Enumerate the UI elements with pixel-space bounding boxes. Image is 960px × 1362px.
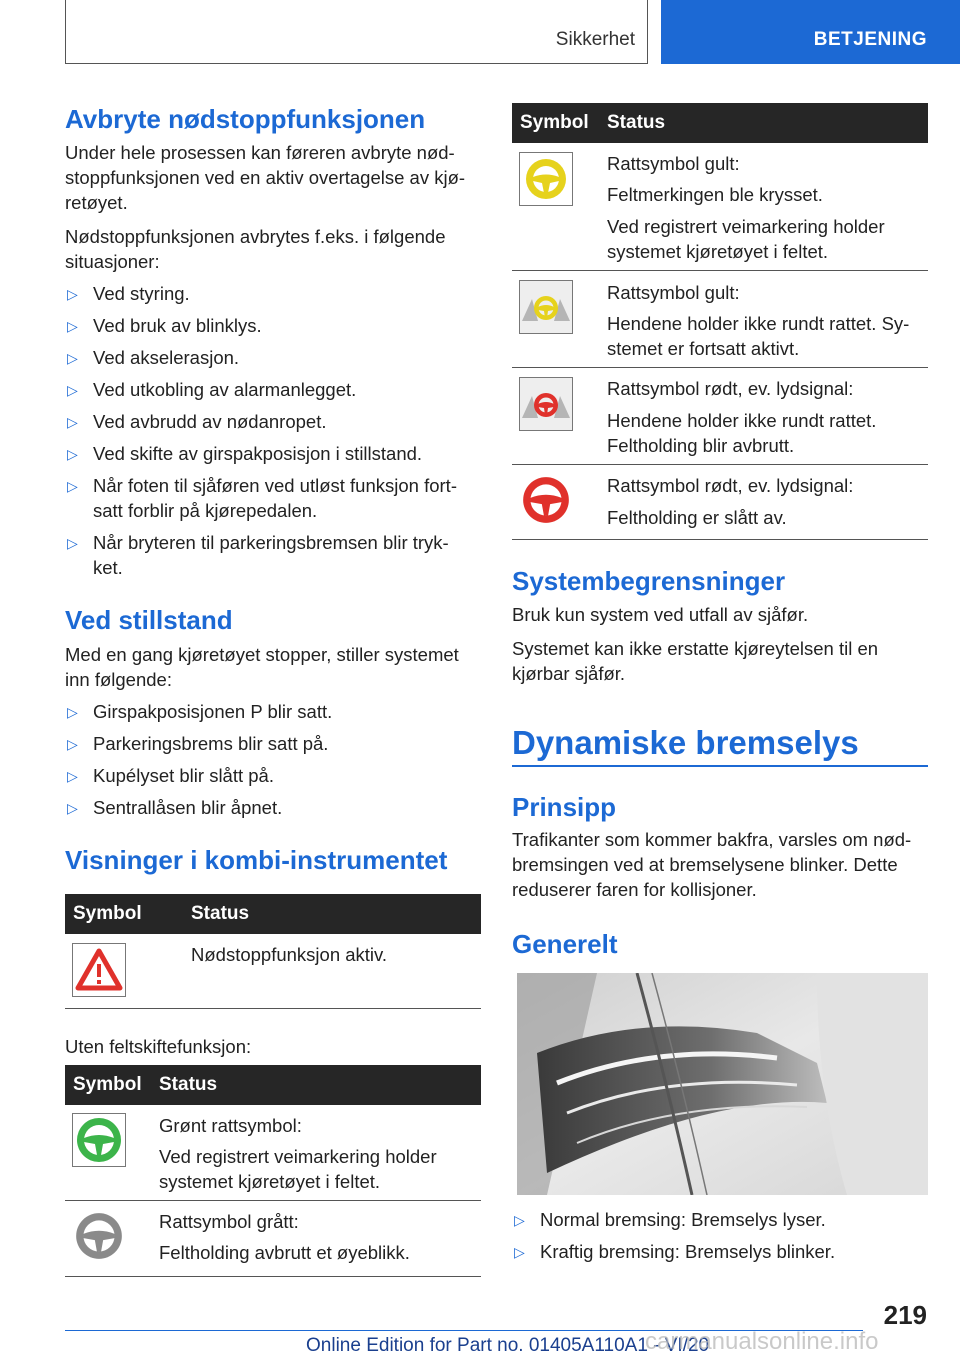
steering-wheel-yellow-hands-icon [519, 280, 573, 334]
section-title-general: Generelt [512, 929, 618, 959]
steering-wheel-red-icon [519, 473, 573, 527]
table-cell: Hendene holder ikke rundt rattet. Sy- [607, 313, 910, 334]
table-cell: systemet kjøretøyet i feltet. [607, 241, 829, 262]
table-cell: Rattsymbol rødt, ev. lydsignal: [607, 378, 854, 399]
table-row-divider [512, 270, 928, 271]
page-number: 219 [883, 1300, 927, 1330]
tail-light-photo [517, 973, 928, 1195]
table-cell: Hendene holder ikke rundt rattet. [607, 410, 877, 431]
section-abort [65, 104, 481, 580]
section-title: Systembegrensninger [512, 566, 786, 596]
section-standstill [65, 605, 481, 820]
paragraph-line: kjørbar sjåfør. [512, 663, 626, 684]
chapter-title: Dynamiske bremselys [512, 724, 859, 761]
paragraph-line: Bruk kun system ved utfall av sjåfør. [512, 604, 809, 625]
steering-wheel-yellow-icon [519, 152, 573, 206]
list-item: ▷ Ved styring. [67, 283, 190, 304]
table-row-divider [65, 1276, 481, 1277]
table-cell: Feltholding blir avbrutt. [607, 435, 795, 456]
table-header: Symbol Status [65, 894, 481, 934]
table-cell: Feltmerkingen ble krysset. [607, 184, 823, 205]
table-cell: Feltholding er slått av. [607, 507, 787, 528]
list-item: ▷ Ved avbrudd av nødanropet. [67, 411, 327, 432]
list-item: ▷ Parkeringsbrems blir satt på. [67, 733, 329, 754]
paragraph-line: stoppfunksjonen ved en aktiv overtagelse av kjø- [65, 167, 466, 188]
paragraph-line: Under hele prosessen kan føreren avbryte nød- [65, 142, 455, 163]
table-cell: systemet kjøretøyet i feltet. [159, 1171, 381, 1192]
paragraph-line: inn følgende: [65, 669, 172, 690]
table-cell: Grønt rattsymbol: [159, 1115, 302, 1136]
list-item: ▷ Kupélyset blir slått på. [67, 765, 274, 786]
header-section-title: Sikkerhet [555, 29, 635, 50]
list-item: ▷ Ved utkobling av alarmanlegget. [67, 379, 357, 400]
paragraph-line: bremsingen ved at bremselysene blinker. Dette [512, 854, 898, 875]
steering-wheel-grey-icon [72, 1209, 126, 1263]
list-brake [512, 1207, 928, 1264]
list-item: ▷ Girspakposisjonen P blir satt. [67, 701, 333, 722]
watermark: carmanualsonline.info [645, 1328, 879, 1355]
table-cell: Feltholding avbrutt et øyeblikk. [159, 1242, 410, 1263]
list-item: ▷ Ved bruk av blinklys. [67, 315, 262, 336]
list-item: ▷ Når foten til sjåføren ved utløst funksjon fort- satt forblir på kjørepedalen. [67, 475, 457, 521]
steering-wheel-red-hands-icon [519, 377, 573, 431]
list-item: ▷ Normal bremsing: Bremselys lyser. [514, 1209, 826, 1230]
table-header: Symbol Status [512, 103, 928, 143]
paragraph-line: Med en gang kjøretøyet stopper, stiller systemet [65, 644, 459, 665]
paragraph-line: Systemet kan ikke erstatte kjøreytelsen til en [512, 638, 879, 659]
paragraph-line: Trafikanter som kommer bakfra, varsles om nød- [512, 829, 912, 850]
paragraph-line: Nødstoppfunksjonen avbrytes f.eks. i følgende [65, 226, 446, 247]
footer-edition: Online Edition for Part no. 01405A110A1 - VI/20 [306, 1335, 710, 1356]
section-principle [512, 792, 928, 902]
note-text: Uten feltskiftefunksjon: [65, 1036, 252, 1057]
table-cell: Ved registrert veimarkering holder [607, 216, 885, 237]
header-tab-label: BETJENING [813, 29, 927, 50]
table-row-divider [512, 464, 928, 465]
table-row-divider [65, 1200, 481, 1201]
header-tab[interactable] [661, 0, 960, 64]
table-cell: Rattsymbol grått: [159, 1211, 299, 1232]
table-cell: stemet er fortsatt aktivt. [607, 338, 800, 359]
section-title: Avbryte nødstoppfunksjonen [65, 104, 426, 134]
section-title-displays: Visninger i kombi-instrumentet [65, 845, 448, 875]
paragraph-line: reduserer faren for kollisjoner. [512, 879, 757, 900]
table-cell: Ved registrert veimarkering holder [159, 1146, 437, 1167]
list-item: ▷ Ved akselerasjon. [67, 347, 240, 368]
paragraph-line: situasjoner: [65, 251, 160, 272]
chapter-rule [512, 765, 928, 767]
list-item: ▷ Sentrallåsen blir åpnet. [67, 797, 283, 818]
table-row-divider [65, 1008, 481, 1009]
table-cell: Rattsymbol rødt, ev. lydsignal: [607, 475, 854, 496]
steering-wheel-green-icon [72, 1113, 126, 1167]
list-item: ▷ Kraftig bremsing: Bremselys blinker. [514, 1241, 836, 1262]
list-item: ▷ Når bryteren til parkeringsbremsen blir tryk- ket. [67, 532, 449, 578]
section-limits [512, 566, 928, 686]
section-title: Ved stillstand [65, 605, 233, 635]
table-header: Symbol Status [65, 1065, 481, 1105]
list-item: ▷ Ved skifte av girspakposisjon i stillstand. [67, 443, 423, 464]
warning-triangle-icon [72, 943, 126, 997]
table-cell: Rattsymbol gult: [607, 153, 740, 174]
section-title: Prinsipp [512, 792, 617, 822]
table-row-divider [512, 539, 928, 540]
table-cell: Nødstoppfunksjon aktiv. [191, 944, 388, 965]
table-cell: Rattsymbol gult: [607, 282, 740, 303]
paragraph-line: retøyet. [65, 192, 128, 213]
table-row-divider [512, 367, 928, 368]
